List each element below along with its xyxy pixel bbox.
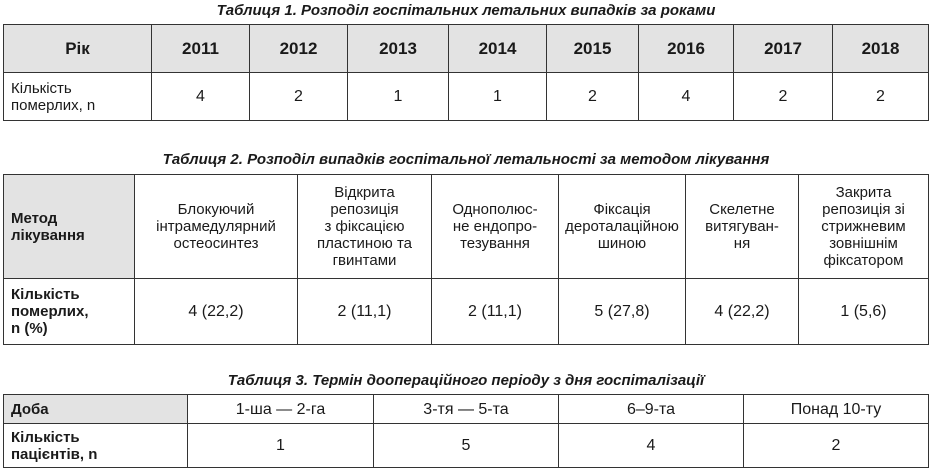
table3-caption: Таблиця 3. Термін доопераційного періоду з дня госпіталізації	[227, 372, 705, 389]
table2-method	[799, 175, 929, 279]
table2-value: 2 (11,1)	[432, 279, 559, 345]
table2-value: 2 (11,1)	[298, 279, 432, 345]
table2-header-row	[4, 175, 929, 279]
table2-method-line: з фіксацією	[324, 218, 405, 235]
table3-period: Понад 10-ту	[744, 395, 929, 424]
table3-row-label-line: пацієнтів, n	[11, 445, 98, 463]
table3-row-label-line: Кількість	[11, 428, 80, 446]
table1-year: 2016	[639, 25, 734, 73]
table1-row-label-line: Кількість	[11, 79, 72, 97]
table1-caption: Таблиця 1. Розподіл госпітальних летальних випадків за роками	[216, 2, 716, 19]
table2-method-line: тезування	[460, 235, 530, 252]
table3-period: 6–9-та	[559, 395, 744, 424]
table2-value: 5 (27,8)	[559, 279, 686, 345]
table1-row-label	[4, 73, 152, 121]
table2-method-line: витягуван-	[705, 218, 779, 235]
table1-value: 4	[152, 73, 250, 121]
table2-method-line: не ендопро-	[452, 218, 538, 235]
table3-data-row	[4, 424, 929, 468]
table2-method-line: репозиція зі	[822, 201, 905, 218]
table2-method-line: Скелетне	[709, 201, 775, 218]
table3-value: 4	[559, 424, 744, 468]
table2-method-line: Закрита	[835, 184, 892, 201]
table2-method	[135, 175, 298, 279]
table2-method-line: інтрамедулярний	[156, 218, 276, 235]
table1-value: 1	[348, 73, 449, 121]
table2-header-label-line: Метод	[11, 209, 58, 227]
table2-method-line: ня	[733, 235, 751, 252]
table2-method-line: остеосинтез	[173, 235, 259, 252]
table2-method-line: репозиція	[330, 201, 399, 218]
table2-method-line: Фіксація	[593, 201, 651, 218]
table2-method-line: дероталаційною	[565, 218, 679, 235]
table1-row-label-line: померлих, n	[11, 96, 96, 114]
table3-value: 2	[744, 424, 929, 468]
table1-year: 2012	[250, 25, 348, 73]
table2-method-line: фіксатором	[823, 252, 904, 269]
table2-method-line: Відкрита	[334, 184, 395, 201]
table2-methods	[3, 174, 929, 345]
table2-data-row	[4, 279, 929, 345]
table2-caption: Таблиця 2. Розподіл випадків госпітальної летальності за методом лікування	[162, 151, 770, 168]
table1-header-row	[4, 25, 929, 73]
table2-method	[686, 175, 799, 279]
table1-value: 4	[639, 73, 734, 121]
table2-header-label-line: лікування	[11, 226, 85, 244]
table1-year: 2014	[449, 25, 547, 73]
table2-row-label-line: n (%)	[11, 320, 48, 337]
table3-value: 1	[188, 424, 374, 468]
table1-year: 2011	[152, 25, 250, 73]
table2-row-label-line: Кількість	[11, 286, 80, 303]
table2-value: 1 (5,6)	[799, 279, 929, 345]
table2-row-label	[4, 279, 135, 345]
table2-method-line: шиною	[597, 235, 647, 252]
table2-method	[298, 175, 432, 279]
table2-method	[432, 175, 559, 279]
table3-value: 5	[374, 424, 559, 468]
table1-years	[3, 24, 929, 121]
table3-periods	[3, 394, 929, 468]
table1-year: 2015	[547, 25, 639, 73]
table1-value: 2	[833, 73, 929, 121]
table1-year: 2013	[348, 25, 449, 73]
table3-header-row	[4, 395, 929, 424]
table2-method-line: гвинтами	[332, 252, 397, 269]
table1-data-row	[4, 73, 929, 121]
table2-method-line: пластиною та	[316, 235, 413, 252]
table2-value: 4 (22,2)	[686, 279, 799, 345]
table2-method-line: зовнішнім	[829, 235, 898, 252]
table3-period: 1-ша — 2-га	[188, 395, 374, 424]
table1-year: 2017	[734, 25, 833, 73]
table2-method-line: Однополюс-	[452, 201, 538, 218]
table1-value: 2	[250, 73, 348, 121]
table3-row-label	[4, 424, 188, 468]
table3-period: 3-тя — 5-та	[374, 395, 559, 424]
table2-value: 4 (22,2)	[135, 279, 298, 345]
table1-value: 2	[734, 73, 833, 121]
table1-value: 1	[449, 73, 547, 121]
table2-method	[559, 175, 686, 279]
table3-header-label: Доба	[4, 395, 188, 424]
table2-row-label-line: померлих,	[11, 303, 89, 320]
table2-method-line: стрижневим	[821, 218, 906, 235]
table1-value: 2	[547, 73, 639, 121]
table2-method-line: Блокуючий	[177, 201, 255, 218]
table1-year: 2018	[833, 25, 929, 73]
table1-header-label: Рік	[4, 25, 152, 73]
table2-header-label	[4, 175, 135, 279]
